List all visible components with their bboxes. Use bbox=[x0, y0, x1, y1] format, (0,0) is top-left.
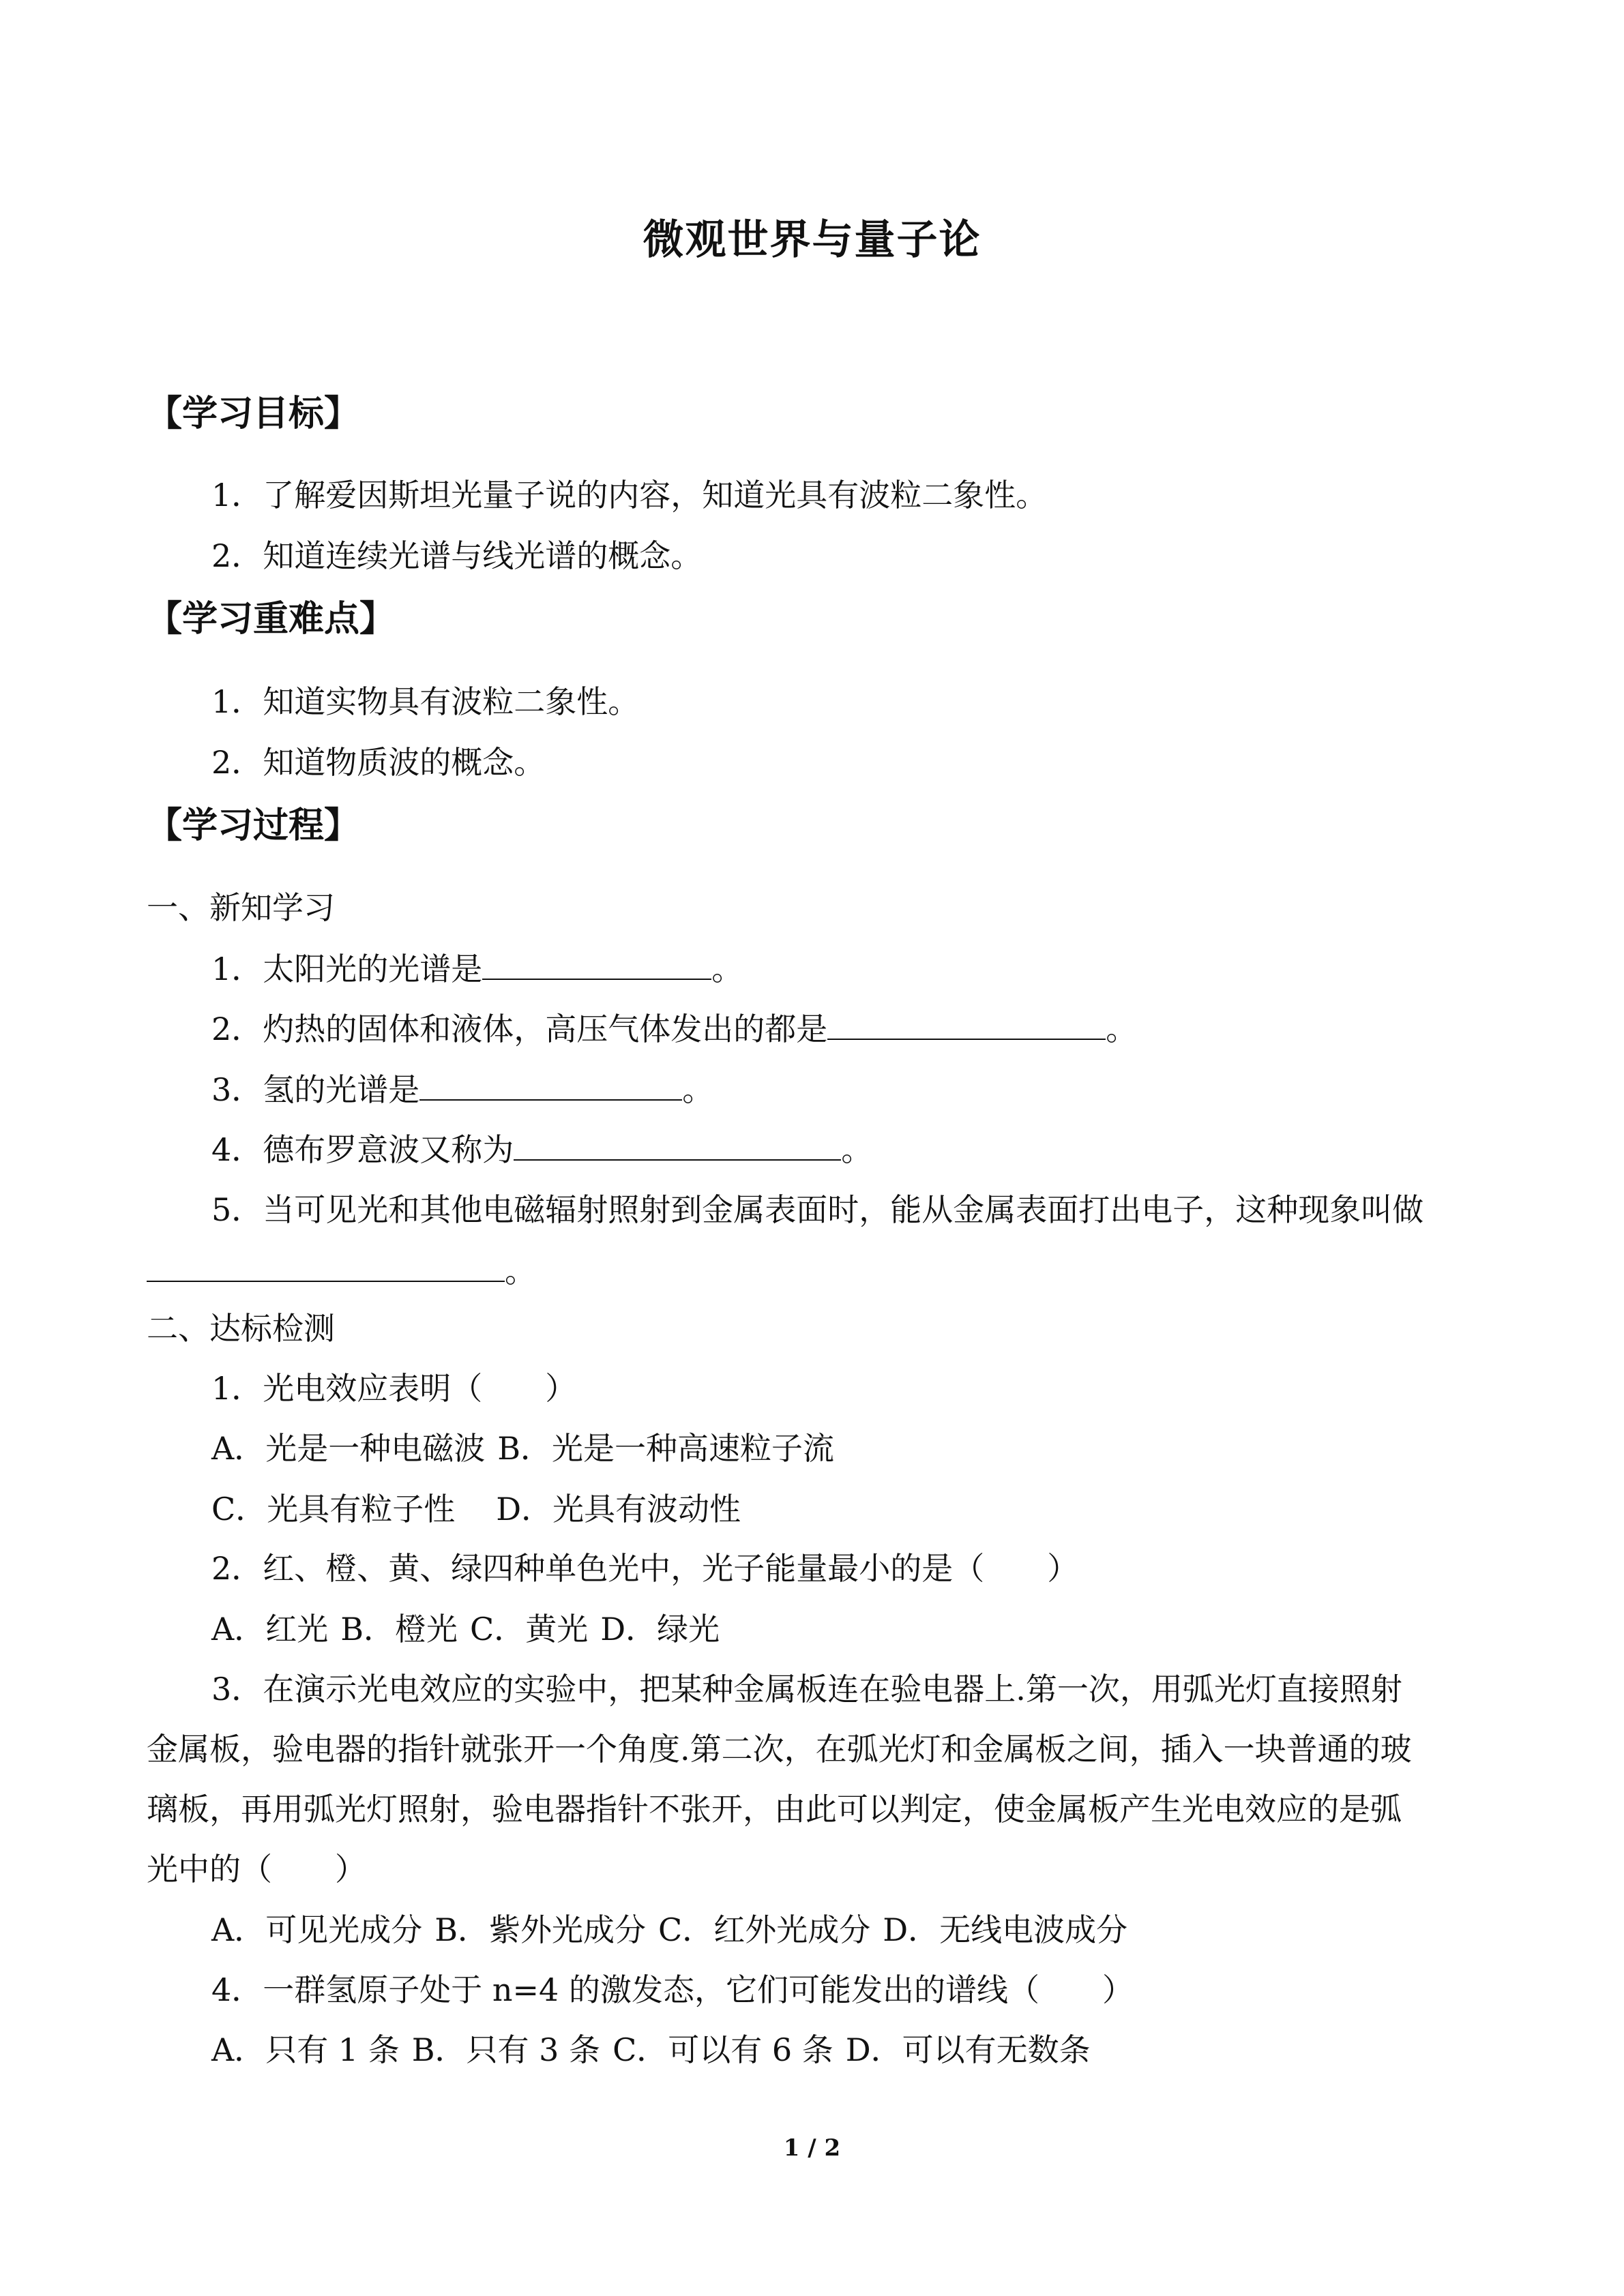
answer-blank[interactable] bbox=[482, 949, 711, 980]
test-question-3-options bbox=[211, 1909, 1127, 1950]
option-d[interactable]: D．可以有无数条 bbox=[845, 2031, 1091, 2068]
test-question-4: 4．一群氢原子处于 n=4 的激发态，它们可能发出的谱线（ ） bbox=[211, 1971, 1134, 2008]
page-number: 1 / 2 bbox=[783, 2134, 841, 2162]
question-end: 。 bbox=[841, 1131, 873, 1168]
option-c[interactable]: C．光具有粒子性 bbox=[211, 1491, 456, 1527]
answer-blank[interactable] bbox=[419, 1069, 682, 1101]
option-b[interactable]: B．紫外光成分 bbox=[434, 1911, 647, 1948]
test-question-1-options-row-1 bbox=[211, 1428, 834, 1469]
question-text: 4．德布罗意波又称为 bbox=[211, 1131, 514, 1168]
test-question-3-line-1: 3．在演示光电效应的实验中，把某种金属板连在验电器上.第一次，用弧光灯直接照射 bbox=[211, 1671, 1402, 1708]
option-a[interactable]: A．只有 1 条 bbox=[211, 2031, 400, 2068]
key-point-item-2: 2．知道物质波的概念。 bbox=[211, 744, 546, 781]
section-heading-process: 【学习过程】 bbox=[147, 805, 360, 846]
option-a[interactable]: A．红光 bbox=[211, 1611, 329, 1648]
section-heading-objectives: 【学习目标】 bbox=[147, 393, 360, 434]
option-c[interactable]: C．红外光成分 bbox=[658, 1911, 871, 1948]
new-knowledge-question-1 bbox=[211, 949, 743, 989]
test-question-3-line-4: 光中的（ ） bbox=[147, 1851, 366, 1888]
option-c[interactable]: C．黄光 bbox=[470, 1611, 589, 1648]
option-b[interactable]: B．只有 3 条 bbox=[411, 2031, 601, 2068]
new-knowledge-question-5-answer-line bbox=[147, 1251, 536, 1292]
test-question-2: 2．红、橙、黄、绿四种单色光中，光子能量最小的是（ ） bbox=[211, 1550, 1079, 1587]
question-end: 。 bbox=[505, 1253, 536, 1289]
new-knowledge-question-3 bbox=[211, 1069, 713, 1110]
new-knowledge-question-4 bbox=[211, 1129, 872, 1170]
answer-blank[interactable] bbox=[827, 1009, 1106, 1040]
question-text: 3．氢的光谱是 bbox=[211, 1071, 420, 1108]
test-question-1: 1．光电效应表明（ ） bbox=[211, 1370, 577, 1407]
question-text: 1．太阳光的光谱是 bbox=[211, 951, 483, 987]
option-d[interactable]: D．无线电波成分 bbox=[883, 1911, 1128, 1948]
option-a[interactable]: A．光是一种电磁波 bbox=[211, 1430, 486, 1467]
new-knowledge-heading: 一、新知学习 bbox=[147, 889, 335, 926]
key-point-item-1: 1．知道实物具有波粒二象性。 bbox=[211, 683, 640, 720]
option-a[interactable]: A．可见光成分 bbox=[211, 1911, 423, 1948]
option-b[interactable]: B．光是一种高速粒子流 bbox=[497, 1430, 835, 1467]
answer-blank[interactable] bbox=[514, 1129, 841, 1161]
new-knowledge-question-5: 5．当可见光和其他电磁辐射照射到金属表面时，能从金属表面打出电子，这种现象叫做 bbox=[211, 1191, 1424, 1228]
question-text: 2．灼热的固体和液体，高压气体发出的都是 bbox=[211, 1011, 828, 1047]
option-c[interactable]: C．可以有 6 条 bbox=[612, 2031, 833, 2068]
question-end: 。 bbox=[682, 1071, 714, 1108]
test-question-3-line-3: 璃板，再用弧光灯照射，验电器指针不张开，由此可以判定，使金属板产生光电效应的是弧 bbox=[147, 1791, 1402, 1828]
test-heading: 二、达标检测 bbox=[147, 1310, 335, 1347]
answer-blank[interactable] bbox=[147, 1251, 505, 1282]
question-end: 。 bbox=[1106, 1011, 1138, 1047]
test-question-2-options bbox=[211, 1609, 720, 1650]
objective-item-1: 1．了解爱因斯坦光量子说的内容，知道光具有波粒二象性。 bbox=[211, 477, 1048, 513]
new-knowledge-question-2 bbox=[211, 1009, 1137, 1049]
objective-item-2: 2．知道连续光谱与线光谱的概念。 bbox=[211, 537, 703, 574]
test-question-3-line-2: 金属板，验电器的指针就张开一个角度.第二次，在弧光灯和金属板之间，插入一块普通的玻 bbox=[147, 1731, 1412, 1768]
question-end: 。 bbox=[711, 951, 743, 987]
option-d[interactable]: D．光具有波动性 bbox=[496, 1491, 741, 1527]
option-b[interactable]: B．橙光 bbox=[340, 1611, 458, 1648]
page-title: 微观世界与量子论 bbox=[643, 216, 981, 264]
section-heading-key-points: 【学习重难点】 bbox=[147, 599, 396, 640]
option-d[interactable]: D．绿光 bbox=[600, 1611, 720, 1648]
test-question-4-options bbox=[211, 2029, 1091, 2070]
test-question-1-options-row-2 bbox=[211, 1489, 741, 1530]
